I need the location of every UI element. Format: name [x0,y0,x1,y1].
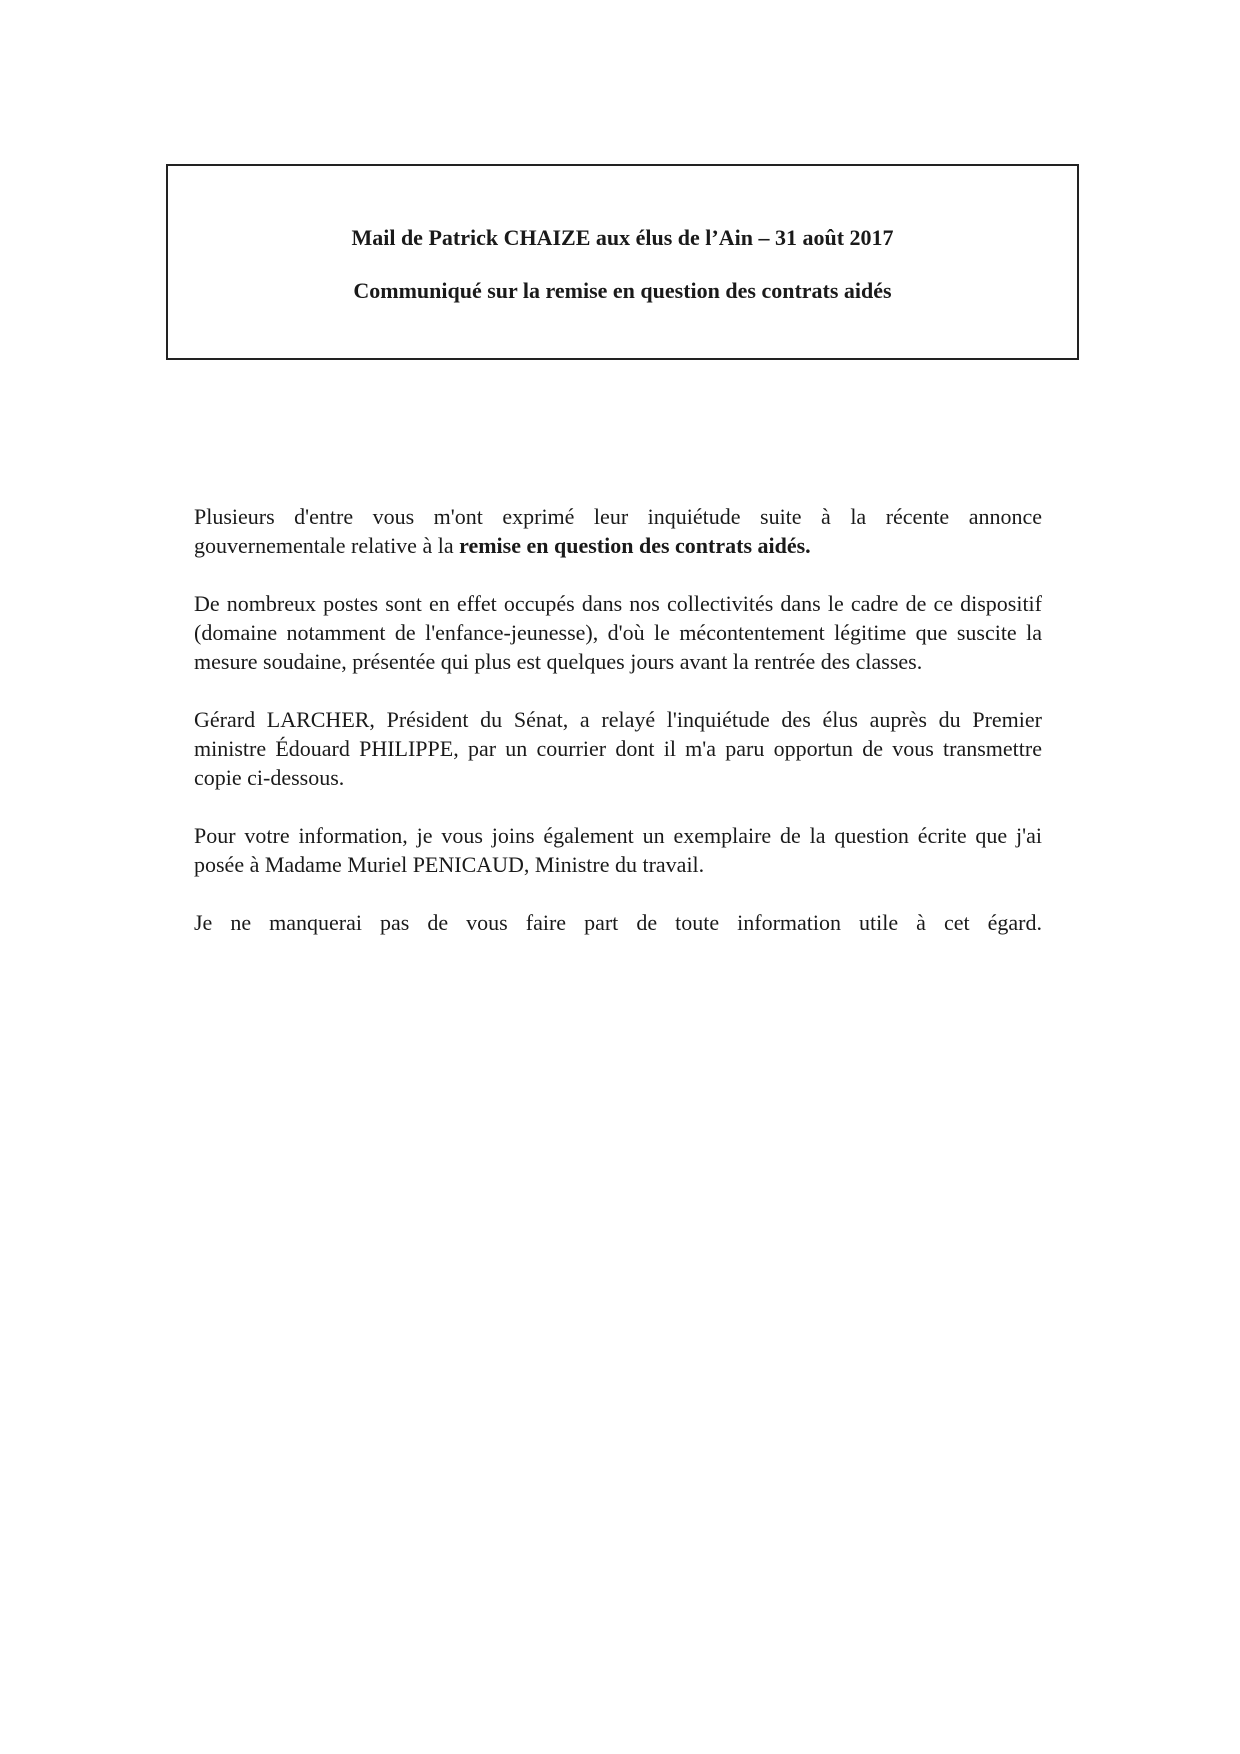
paragraph-2: De nombreux postes sont en effet occupés dans nos collectivités dans le cadre de ce dispositif (domaine notamment de l'enfance-jeunesse), d'où le mécontentement légitime que suscite la mesure soudaine, présentée qui plus est quelques jours avant la rentrée des classes. [194,591,1042,674]
document-title: Mail de Patrick CHAIZE aux élus de l’Ain – 31 août 2017 [351,225,894,250]
paragraph-1 [194,502,1042,560]
paragraph-4: Pour votre information, je vous joins également un exemplaire de la question écrite que j'ai posée à Madame Muriel PENICAUD, Ministre du travail. [194,823,1042,877]
paragraph-1-emphasis: remise en question des contrats aidés. [459,533,811,558]
header-box [166,164,1079,360]
paragraph-3: Gérard LARCHER, Président du Sénat, a relayé l'inquiétude des élus auprès du Premier ministre Édouard PHILIPPE, par un courrier dont il m'a paru opportun de vous transmettre copie ci-dessous. [194,707,1042,790]
body-text [194,502,1042,966]
document-subtitle: Communiqué sur la remise en question des contrats aidés [353,278,892,303]
paragraph-5: Je ne manquerai pas de vous faire part de toute information utile à cet égard. [194,910,1042,935]
paragraph-1-text: Plusieurs d'entre vous m'ont exprimé leur inquiétude suite à la récente annonce gouvernementale relative à la [194,504,1042,558]
